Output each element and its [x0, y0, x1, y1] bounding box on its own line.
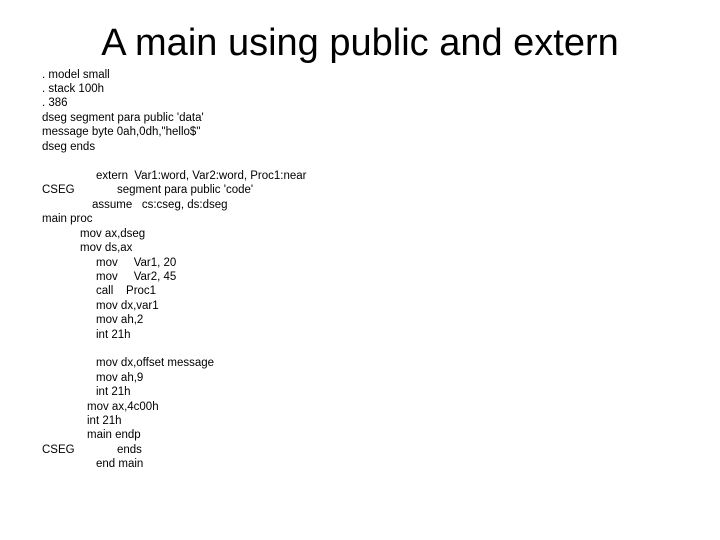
code-line: mov ah,2 — [96, 314, 144, 326]
code-line: call Proc1 — [96, 285, 157, 297]
code-line: . model small — [42, 69, 110, 81]
code-line: mov ds,ax — [80, 242, 133, 254]
code-line: mov ax,dseg — [80, 228, 146, 240]
code-line: mov Var2, 45 — [96, 271, 177, 283]
code-line: dseg segment para public 'data' — [42, 112, 204, 124]
code-line: int 21h — [96, 329, 131, 341]
code-line: dseg ends — [42, 141, 96, 153]
code-line: mov ah,9 — [96, 372, 144, 384]
code-line: . 386 — [42, 97, 68, 109]
code-line: ends — [117, 444, 142, 456]
code-line: message byte 0ah,0dh,"hello$" — [42, 126, 201, 138]
code-line: mov Var1, 20 — [96, 257, 177, 269]
code-line: int 21h — [87, 415, 122, 427]
code-line: segment para public 'code' — [117, 184, 254, 196]
code-line: mov dx,offset message — [96, 357, 215, 369]
code-line: int 21h — [96, 386, 131, 398]
slide-title: A main using public and extern — [101, 22, 619, 64]
code-line: . stack 100h — [42, 83, 105, 95]
code-line: main endp — [87, 429, 141, 441]
code-line: mov ax,4c00h — [87, 401, 159, 413]
code-line: main proc — [42, 213, 93, 225]
code-line: assume cs:cseg, ds:dseg — [92, 199, 228, 211]
code-line: CSEG — [42, 184, 75, 196]
code-line: end main — [96, 458, 144, 470]
code-line: extern Var1:word, Var2:word, Proc1:near — [96, 170, 307, 182]
code-line: CSEG — [42, 444, 75, 456]
code-line: mov dx,var1 — [96, 300, 159, 312]
